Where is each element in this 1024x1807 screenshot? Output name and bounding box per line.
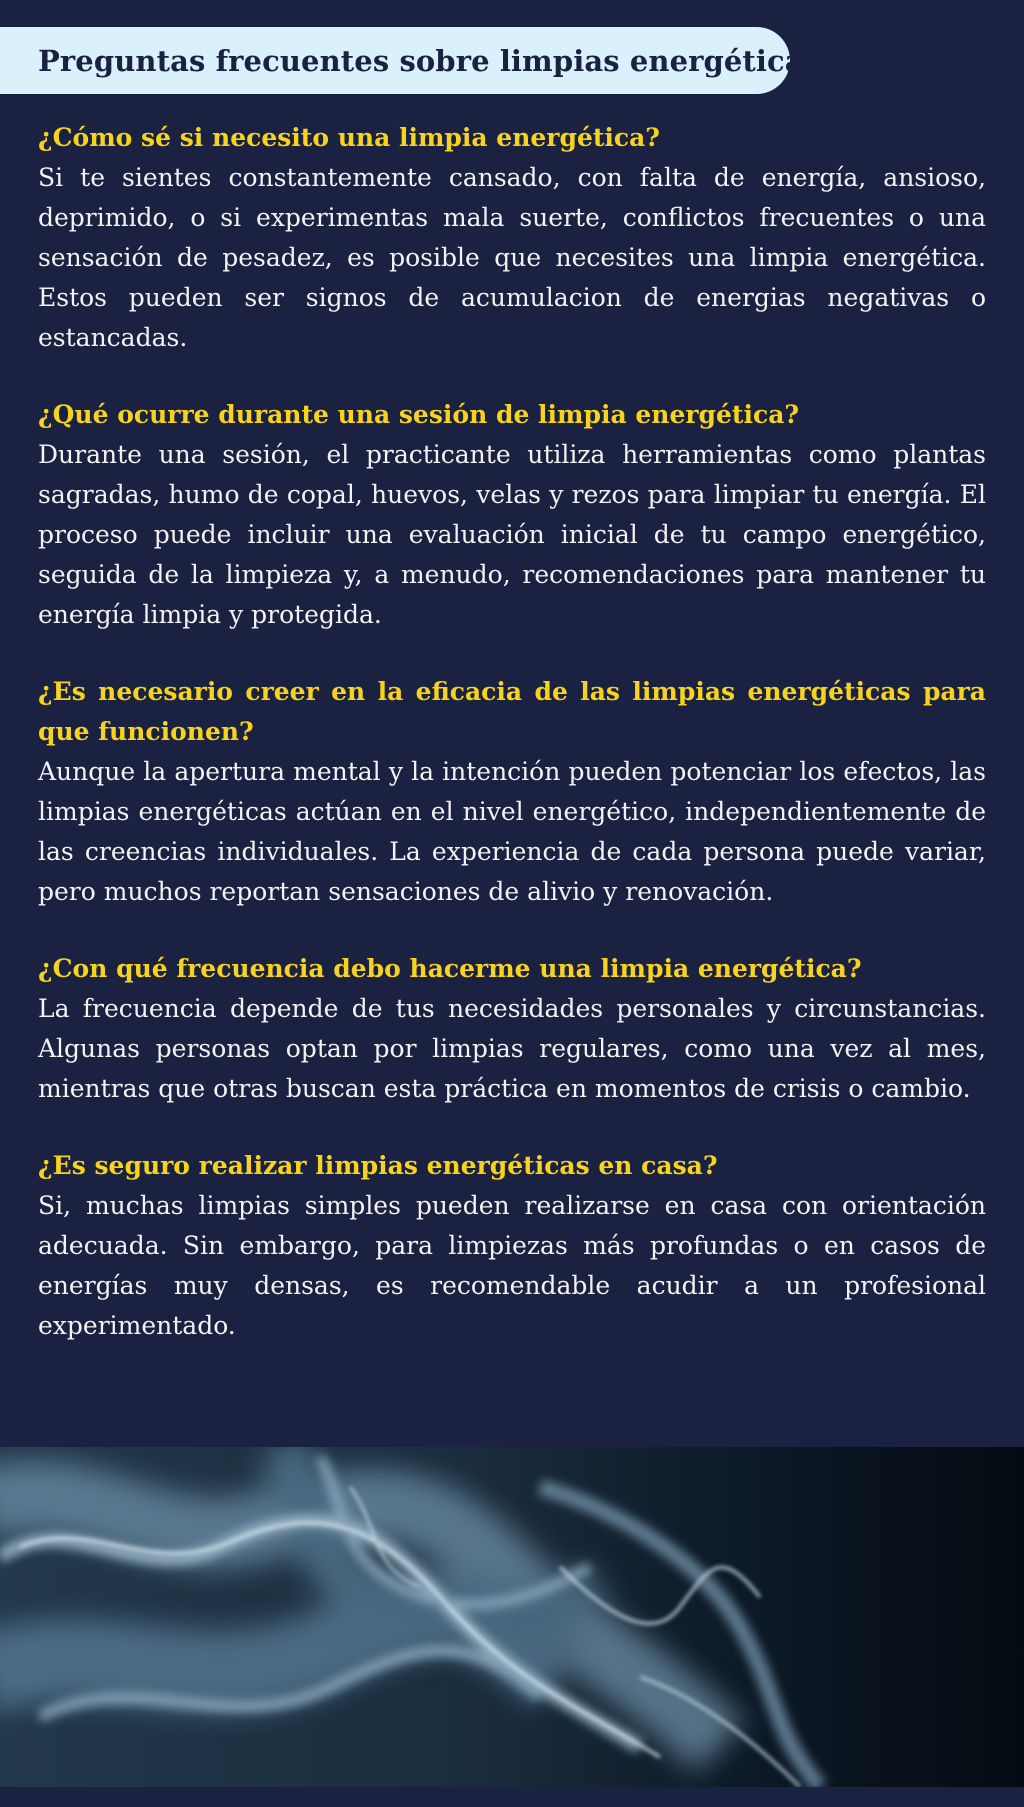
- faq-question: ¿Con qué frecuencia debo hacerme una limpia energética?: [38, 954, 862, 983]
- page-title: Preguntas frecuentes sobre limpias energéticas: [38, 43, 821, 78]
- faq-item-2: [38, 395, 986, 635]
- faq-item-5: [38, 1146, 986, 1346]
- smoke-image: [0, 1447, 1024, 1787]
- faq-answer: Si te sientes constantemente cansado, con falta de energía, ansioso, deprimido, o si experimentas mala suerte, conflictos frecuentes o una sensación de pesadez, es posible que necesites una limpia energética. Estos pueden ser signos de acumulacion de energias negativas o estancadas.: [38, 163, 986, 352]
- faq-item-3: [38, 672, 986, 912]
- faq-question: ¿Es seguro realizar limpias energéticas en casa?: [38, 1151, 718, 1180]
- faq-item-1: [38, 118, 986, 358]
- smoke-illustration: [0, 1447, 1024, 1787]
- faq-answer: La frecuencia depende de tus necesidades personales y circunstancias. Algunas personas optan por limpias regulares, como una vez al mes, mientras que otras buscan esta práctica en momentos de crisis o cambio.: [38, 994, 986, 1103]
- faq-list: [38, 118, 986, 1383]
- faq-question: ¿Qué ocurre durante una sesión de limpia energética?: [38, 400, 800, 429]
- faq-question: ¿Es necesario creer en la eficacia de las limpias energéticas para que funcionen?: [38, 677, 986, 746]
- faq-question: ¿Cómo sé si necesito una limpia energética?: [38, 123, 660, 152]
- faq-item-4: [38, 949, 986, 1109]
- title-banner: [0, 27, 821, 94]
- faq-answer: Si, muchas limpias simples pueden realizarse en casa con orientación adecuada. Sin embargo, para limpiezas más profundas o en casos de energías muy densas, es recomendable acudir a un profesional experimentado.: [38, 1191, 986, 1340]
- faq-answer: Aunque la apertura mental y la intención pueden potenciar los efectos, las limpias energéticas actúan en el nivel energético, independientemente de las creencias individuales. La experiencia de cada persona puede variar, pero muchos reportan sensaciones de alivio y renovación.: [38, 757, 986, 906]
- faq-answer: Durante una sesión, el practicante utiliza herramientas como plantas sagradas, humo de copal, huevos, velas y rezos para limpiar tu energía. El proceso puede incluir una evaluación inicial de tu campo energético, seguida de la limpieza y, a menudo, recomendaciones para mantener tu energía limpia y protegida.: [38, 440, 986, 629]
